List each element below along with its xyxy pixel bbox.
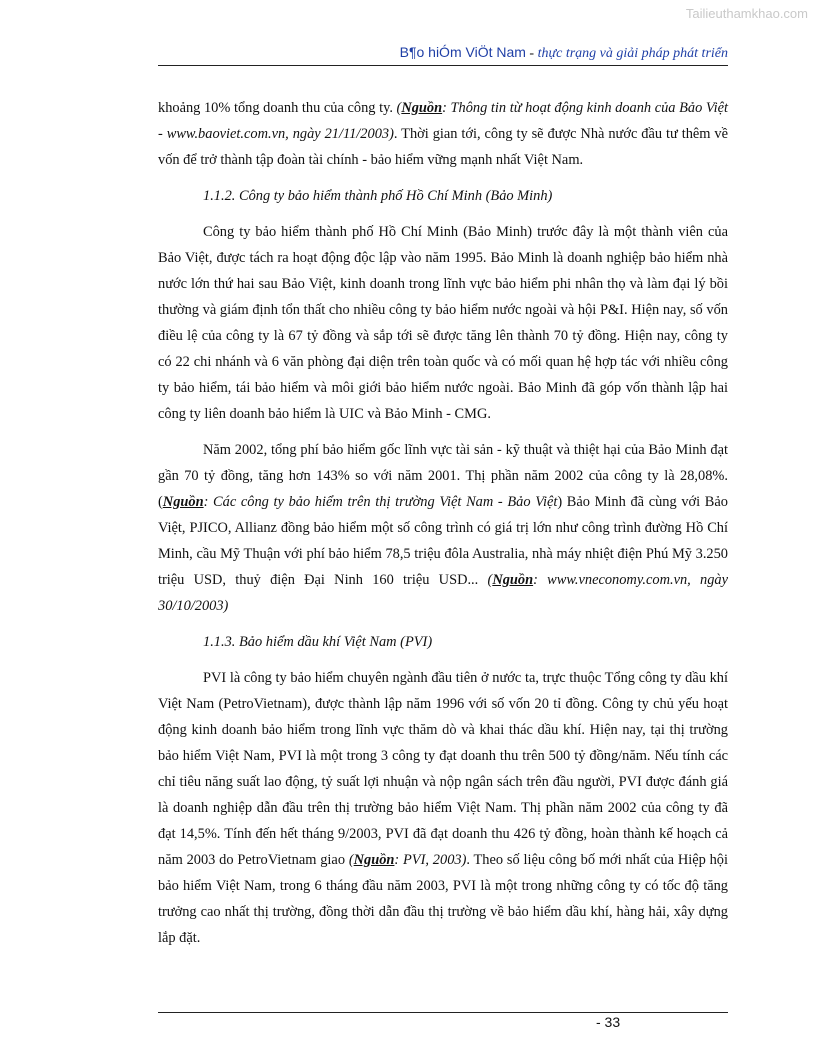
header-subtitle: thực trạng và giải pháp phát triển — [537, 46, 728, 61]
source-label: Nguồn — [401, 100, 443, 116]
watermark: Tailieuthamkhao.com — [685, 6, 808, 21]
page-number: - 33 — [596, 1014, 621, 1030]
text-run: . Theo số liệu công bố mới nhất của Hiệp hội bảo hiểm Việt Nam, trong 6 tháng đầu năm 2003, PVI là một trong những công ty có tốc độ tăng trưởng cao nhất thị trường, đồng thời dẫn đầu thị trường về bảo hiểm dầu khí, hàng hải, xây dựng lắp đặt. — [158, 852, 728, 946]
footer-rule — [158, 1012, 728, 1013]
text-run: ( — [348, 852, 354, 868]
text-run: PVI là công ty bảo hiểm chuyên ngành đầu tiên ở nước ta, trực thuộc Tổng công ty dầu khí Việt Nam (PetroVietnam), được thành lập năm 1996 với số vốn 20 tỉ đồng. Công ty chủ yếu hoạt động kinh doanh bảo hiểm trong lĩnh vực thăm dò và khai thác dầu khí. Hiện nay, tại thị trường bảo hiểm Việt Nam, PVI là một trong 3 công ty đạt doanh thu trên 500 tỷ đồng/năm. Nếu tính các chỉ tiêu năng suất lao động, tỷ suất lợi nhuận và nộp ngân sách trên đầu người, PVI được đánh giá là doanh nghiệp dẫn đầu trên thị trường bảo hiểm Việt Nam. Thị phần năm 2002 của công ty đã đạt 14,5%. Tính đến hết tháng 9/2003, PVI đã đạt doanh thu 426 tỷ đồng, hoàn thành kế hoạch cả năm 2003 do PetroVietnam giao — [158, 670, 728, 868]
header-brand: B¶o hiÓm ViÖt Nam — [399, 44, 526, 60]
paragraph-baominh-intro: Công ty bảo hiểm thành phố Hồ Chí Minh (Bảo Minh) trước đây là một thành viên của Bảo Việt, được tách ra hoạt động độc lập vào năm 1995. Bảo Minh là doanh nghiệp bảo hiểm nhà nước lớn thứ hai sau Bảo Việt, kinh doanh trong lĩnh vực bảo hiểm phi nhân thọ và làm đại lý bồi thường và giám định tổn thất cho nhiều công ty bảo hiểm nước ngoài và hội P&I. Hiện nay, số vốn điều lệ của công ty là 67 tỷ đồng và sắp tới sẽ được tăng lên thành 70 tỷ đồng. Hiện nay, công ty có 22 chi nhánh và 6 văn phòng đại diện trên toàn quốc và có mối quan hệ hợp tác với nhiều công ty bảo hiểm, tái bảo hiểm và môi giới bảo hiểm nước ngoài. Bảo Minh đã góp vốn thành lập hai công ty liên doanh bảo hiểm là UIC và Bảo Minh - CMG. — [158, 224, 728, 422]
source-label: Nguồn — [162, 494, 204, 510]
section-heading-1-1-2: 1.1.2. Công ty bảo hiểm thành phố Hồ Chí Minh (Bảo Minh) — [203, 188, 553, 204]
text-run: ( — [396, 100, 402, 116]
paragraph-baominh-2002 — [158, 437, 728, 619]
page-body — [158, 95, 728, 961]
text-run: Năm 2002, tổng phí bảo hiểm gốc lĩnh vực tài sản - kỹ thuật và thiệt hại của Bảo Minh đạt gần 70 tỷ đồng, tăng hơn 143% so với năm 2001. Thị phần năm 2002 của công ty là 28,08%. ( — [158, 442, 728, 510]
source-label: Nguồn — [353, 852, 395, 868]
text-run: ( — [487, 572, 493, 588]
citation-text: : Thông tin từ hoạt động kinh doanh của Bảo Việt - www.baoviet.com.vn, ngày 21/11/2003) — [158, 100, 729, 142]
citation-text: : PVI, 2003) — [394, 852, 467, 868]
header-separator: - — [525, 46, 538, 61]
paragraph-baoviet-continued — [158, 95, 728, 173]
section-heading-1-1-3: 1.1.3. Bảo hiểm dầu khí Việt Nam (PVI) — [203, 634, 433, 650]
citation-text: : www.vneconomy.com.vn, ngày 30/10/2003) — [158, 572, 728, 614]
paragraph-pvi — [158, 665, 728, 951]
text-run: khoảng 10% tổng doanh thu của công ty. — [158, 100, 397, 116]
running-header — [158, 44, 728, 66]
text-run: ) Bảo Minh đã cùng với Bảo Việt, PJICO, Allianz đồng bảo hiểm một số công trình có giá trị lớn như công trình đường Hồ Chí Minh, cầu Mỹ Thuận với phí bảo hiểm 78,5 triệu đôla Australia, nhà máy nhiệt điện Phú Mỹ 3.250 triệu USD, thuỷ điện Đại Ninh 160 triệu USD... — [158, 494, 728, 588]
citation-text: : Các công ty bảo hiểm trên thị trường Việt Nam - Bảo Việt — [203, 494, 558, 510]
text-run: . Thời gian tới, công ty sẽ được Nhà nước đầu tư thêm về vốn để trở thành tập đoàn tài chính - bảo hiểm vững mạnh nhất Việt Nam. — [158, 126, 728, 168]
source-label: Nguồn — [492, 572, 534, 588]
